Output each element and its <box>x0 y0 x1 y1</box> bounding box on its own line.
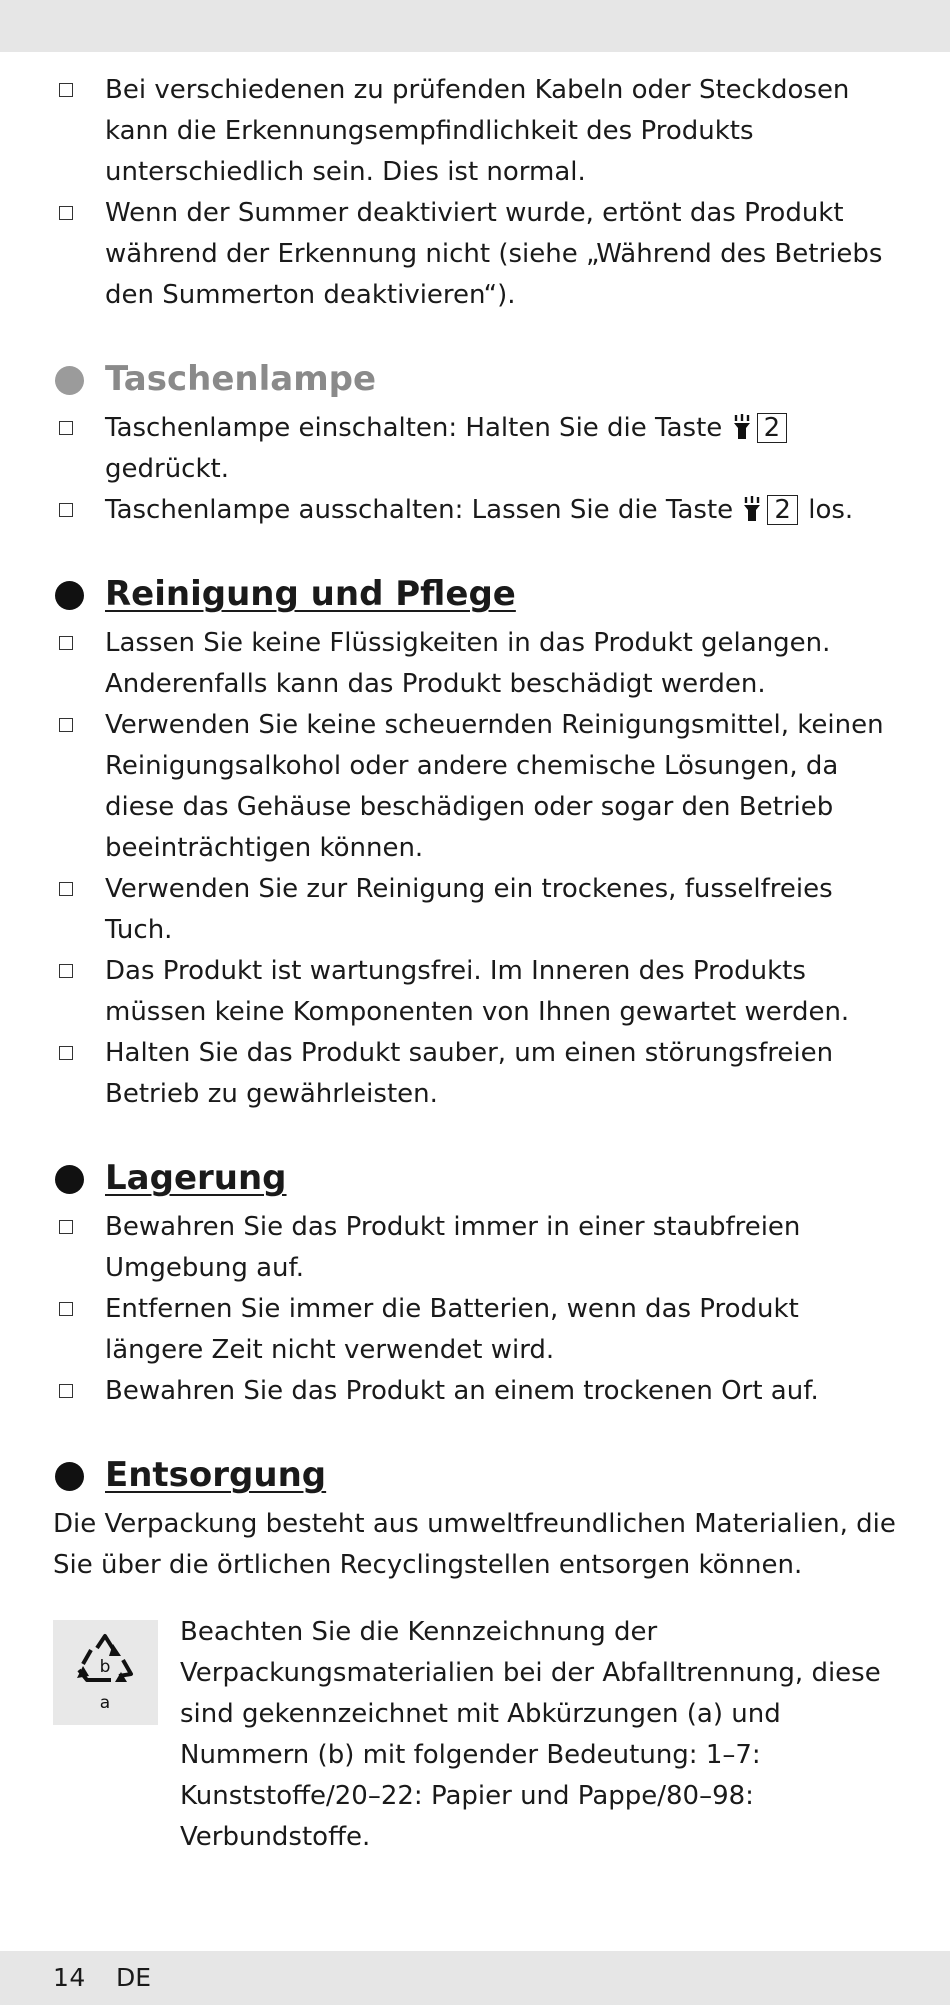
recycle-label-a: a <box>99 1693 111 1713</box>
list-item <box>53 623 898 705</box>
list-item-text: Taschenlampe einschalten: Halten Sie die Taste <box>105 413 723 443</box>
filled-circle-icon <box>55 1165 84 1194</box>
list-item-text: Halten Sie das Produkt sauber, um einen störungsfreien Betrieb zu gewährleisten. <box>105 1038 834 1109</box>
list-item <box>53 70 898 193</box>
square-bullet-icon <box>59 503 73 517</box>
square-bullet-icon <box>59 83 73 97</box>
square-bullet-icon <box>59 718 73 732</box>
recycle-label-b: b <box>99 1657 111 1677</box>
key-number-label: 2 <box>767 495 798 525</box>
list-item-text: Taschenlampe ausschalten: Lassen Sie die Taste <box>105 495 734 525</box>
filled-circle-icon <box>55 581 84 610</box>
square-bullet-icon <box>59 964 73 978</box>
list-item <box>53 1371 898 1412</box>
list-item <box>53 1207 898 1289</box>
list-item <box>53 1033 898 1115</box>
recycle-info <box>53 1612 898 1862</box>
list-item-text: Verwenden Sie keine scheuernden Reinigungsmittel, keinen Reinigungsalkohol oder andere chemische Lösungen, da diese das Gehäuse beschädigen oder sogar den Betrieb beeinträchtigen können. <box>105 710 884 863</box>
section-title: Lagerung <box>105 1158 287 1198</box>
section-heading-entsorgung <box>53 1452 898 1498</box>
list-item-text: Wenn der Summer deaktiviert wurde, ertönt das Produkt während der Erkennung nicht (siehe „Während des Betriebs den Summerton deaktivieren“). <box>105 198 883 310</box>
list-item-text: Bewahren Sie das Produkt an einem trockenen Ort auf. <box>105 1376 819 1406</box>
square-bullet-icon <box>59 882 73 896</box>
header-bar <box>0 0 950 52</box>
square-bullet-icon <box>59 1384 73 1398</box>
list-item-text: Entfernen Sie immer die Batterien, wenn das Produkt längere Zeit nicht verwendet wird. <box>105 1294 799 1365</box>
list-item-text: Bei verschiedenen zu prüfenden Kabeln oder Steckdosen kann die Erkennungsempfindlichkeit des Produkts unterschiedlich sein. Dies ist normal. <box>105 75 850 187</box>
square-bullet-icon <box>59 1302 73 1316</box>
list-item <box>53 193 898 316</box>
list-item <box>53 951 898 1033</box>
list-item-text: Bewahren Sie das Produkt immer in einer staubfreien Umgebung auf. <box>105 1212 801 1283</box>
list-item-text: los. <box>808 495 854 525</box>
key-number-label: 2 <box>757 413 788 443</box>
page-language: DE <box>116 1963 152 1992</box>
list-item <box>53 869 898 951</box>
section-title: Entsorgung <box>105 1455 327 1495</box>
section-heading-taschenlampe <box>53 356 898 402</box>
square-bullet-icon <box>59 636 73 650</box>
square-bullet-icon <box>59 206 73 220</box>
list-item <box>53 1289 898 1371</box>
list-item <box>53 408 898 490</box>
page-number: 14 <box>53 1963 86 1992</box>
flashlight-icon <box>743 496 761 522</box>
filled-circle-icon <box>55 366 84 395</box>
square-bullet-icon <box>59 1220 73 1234</box>
recycle-description: Beachten Sie die Kennzeichnung der Verpackungsmaterialien bei der Abfalltrennung, diese sind gekennzeichnet mit Abkürzungen (a) und Nummern (b) mit folgender Bedeutung: 1–7: Kunststoffe/20–22: Papier und Pappe/80–98: Verbundstoffe. <box>180 1617 881 1852</box>
entsorgung-paragraph: Die Verpackung besteht aus umweltfreundlichen Materialien, die Sie über die örtlichen Recyclingstellen entsorgen können. <box>53 1509 896 1580</box>
list-item-text: Lassen Sie keine Flüssigkeiten in das Produkt gelangen. Anderenfalls kann das Produkt beschädigt werden. <box>105 628 831 699</box>
list-item-text: Verwenden Sie zur Reinigung ein trockenes, fusselfreies Tuch. <box>105 874 833 945</box>
list-item <box>53 490 898 531</box>
square-bullet-icon <box>59 421 73 435</box>
page-content <box>53 70 898 1862</box>
section-title: Reinigung und Pflege <box>105 574 516 614</box>
filled-circle-icon <box>55 1462 84 1491</box>
section-heading-lagerung <box>53 1155 898 1201</box>
list-item-text: gedrückt. <box>105 454 229 484</box>
section-title: Taschenlampe <box>105 359 377 399</box>
square-bullet-icon <box>59 1046 73 1060</box>
recycle-icon <box>53 1620 158 1725</box>
section-heading-reinigung <box>53 571 898 617</box>
recycle-logo <box>53 1620 158 1725</box>
list-item-text: Das Produkt ist wartungsfrei. Im Inneren des Produkts müssen keine Komponenten von Ihnen gewartet werden. <box>105 956 850 1027</box>
list-item <box>53 705 898 869</box>
flashlight-icon <box>733 414 751 440</box>
